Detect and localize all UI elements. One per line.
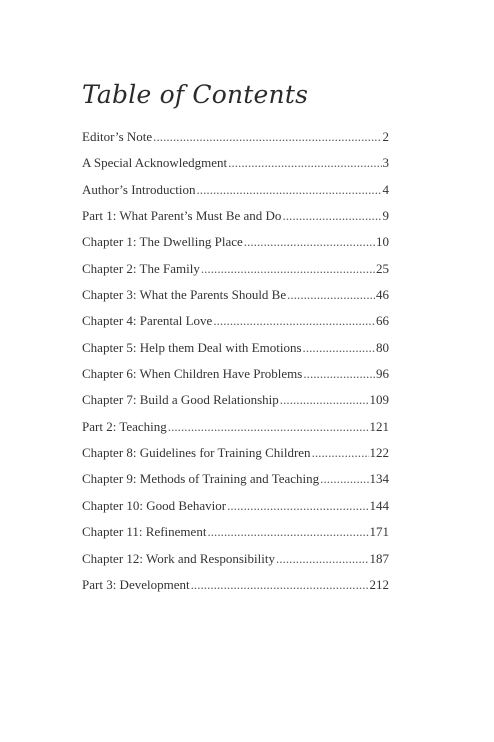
- toc-dot-leader: [197, 182, 382, 198]
- toc-entry-page-number: 80: [376, 339, 389, 355]
- toc-entry: [82, 208, 389, 234]
- toc-entry-label: Chapter 2: The Family: [82, 260, 200, 276]
- toc-dot-leader: [191, 577, 369, 593]
- toc-entry: [82, 287, 389, 313]
- toc-entry-label: Chapter 6: When Children Have Problems: [82, 366, 303, 382]
- toc-entry: [82, 129, 389, 155]
- toc-entry-page-number: 171: [369, 524, 389, 540]
- toc-entry-page-number: 122: [369, 445, 389, 461]
- toc-dot-leader: [282, 208, 381, 224]
- toc-entry-page-number: 2: [382, 129, 389, 144]
- toc-entry-label: Editor’s Note: [82, 129, 153, 144]
- toc-entry-label: Chapter 8: Guidelines for Training Children: [82, 445, 311, 461]
- toc-dot-leader: [207, 524, 368, 540]
- toc-dot-leader: [228, 155, 381, 171]
- toc-dot-leader: [320, 471, 368, 487]
- toc-entry: [82, 419, 389, 445]
- toc-dot-leader: [227, 498, 368, 514]
- toc-entry: [82, 340, 389, 366]
- toc-entry-label: Chapter 4: Parental Love: [82, 313, 213, 329]
- toc-entry: [82, 471, 389, 497]
- toc-dot-leader: [201, 261, 375, 277]
- toc-entry-label: A Special Acknowledgment: [82, 155, 228, 171]
- toc-entry: [82, 498, 389, 524]
- toc-entry-page-number: 109: [369, 392, 389, 408]
- toc-entry: [82, 155, 389, 181]
- toc-entry-page-number: 9: [382, 208, 389, 224]
- toc-entry: [82, 366, 389, 392]
- toc-entry-page-number: 121: [369, 418, 389, 434]
- toc-dot-leader: [303, 340, 375, 356]
- toc-entry-page-number: 3: [382, 155, 389, 171]
- toc-entry-label: Chapter 3: What the Parents Should Be: [82, 287, 287, 303]
- toc-dot-leader: [276, 551, 369, 567]
- toc-entry-page-number: 134: [369, 471, 389, 487]
- toc-dot-leader: [213, 313, 375, 329]
- toc-entry: [82, 182, 389, 208]
- toc-entry-label: Chapter 1: The Dwelling Place: [82, 234, 243, 250]
- toc-dot-leader: [168, 419, 369, 435]
- toc-entry-page-number: 4: [382, 181, 389, 197]
- toc-entry: [82, 392, 389, 418]
- toc-dot-leader: [153, 129, 381, 145]
- toc-dot-leader: [312, 445, 369, 461]
- toc-entry-page-number: 212: [369, 576, 389, 592]
- toc-dot-leader: [244, 234, 375, 250]
- toc-entry-label: Author’s Introduction: [82, 181, 196, 197]
- toc-entry-label: Chapter 11: Refinement: [82, 524, 207, 540]
- toc-entry-label: Part 1: What Parent’s Must Be and Do: [82, 208, 282, 224]
- toc-entry-label: Chapter 9: Methods of Training and Teaching: [82, 471, 320, 487]
- page-title: Table of Contents: [82, 80, 309, 109]
- toc-entry: [82, 445, 389, 471]
- toc-entry-page-number: 66: [376, 313, 389, 329]
- toc-entry-label: Chapter 12: Work and Responsibility: [82, 550, 275, 566]
- toc-dot-leader: [303, 366, 375, 382]
- toc-entry: [82, 524, 389, 550]
- toc-entry: [82, 577, 389, 603]
- toc-entry: [82, 551, 389, 577]
- toc-dot-leader: [287, 287, 375, 303]
- toc-entry-page-number: 25: [376, 260, 389, 276]
- toc-entry: [82, 261, 389, 287]
- toc-entry-page-number: 96: [376, 366, 389, 382]
- table-of-contents-list: [82, 129, 389, 603]
- toc-entry-page-number: 144: [369, 497, 389, 513]
- toc-entry: [82, 313, 389, 339]
- toc-entry-label: Part 3: Development: [82, 576, 190, 592]
- toc-entry-label: Part 2: Teaching: [82, 418, 167, 434]
- toc-entry-label: Chapter 5: Help them Deal with Emotions: [82, 339, 302, 355]
- toc-entry-page-number: 10: [376, 234, 389, 250]
- toc-entry-label: Chapter 7: Build a Good Relationship: [82, 392, 279, 408]
- toc-entry-page-number: 187: [369, 550, 389, 566]
- toc-entry: [82, 234, 389, 260]
- toc-entry-label: Chapter 10: Good Behavior: [82, 497, 227, 513]
- toc-entry-page-number: 46: [376, 287, 389, 303]
- toc-dot-leader: [280, 392, 369, 408]
